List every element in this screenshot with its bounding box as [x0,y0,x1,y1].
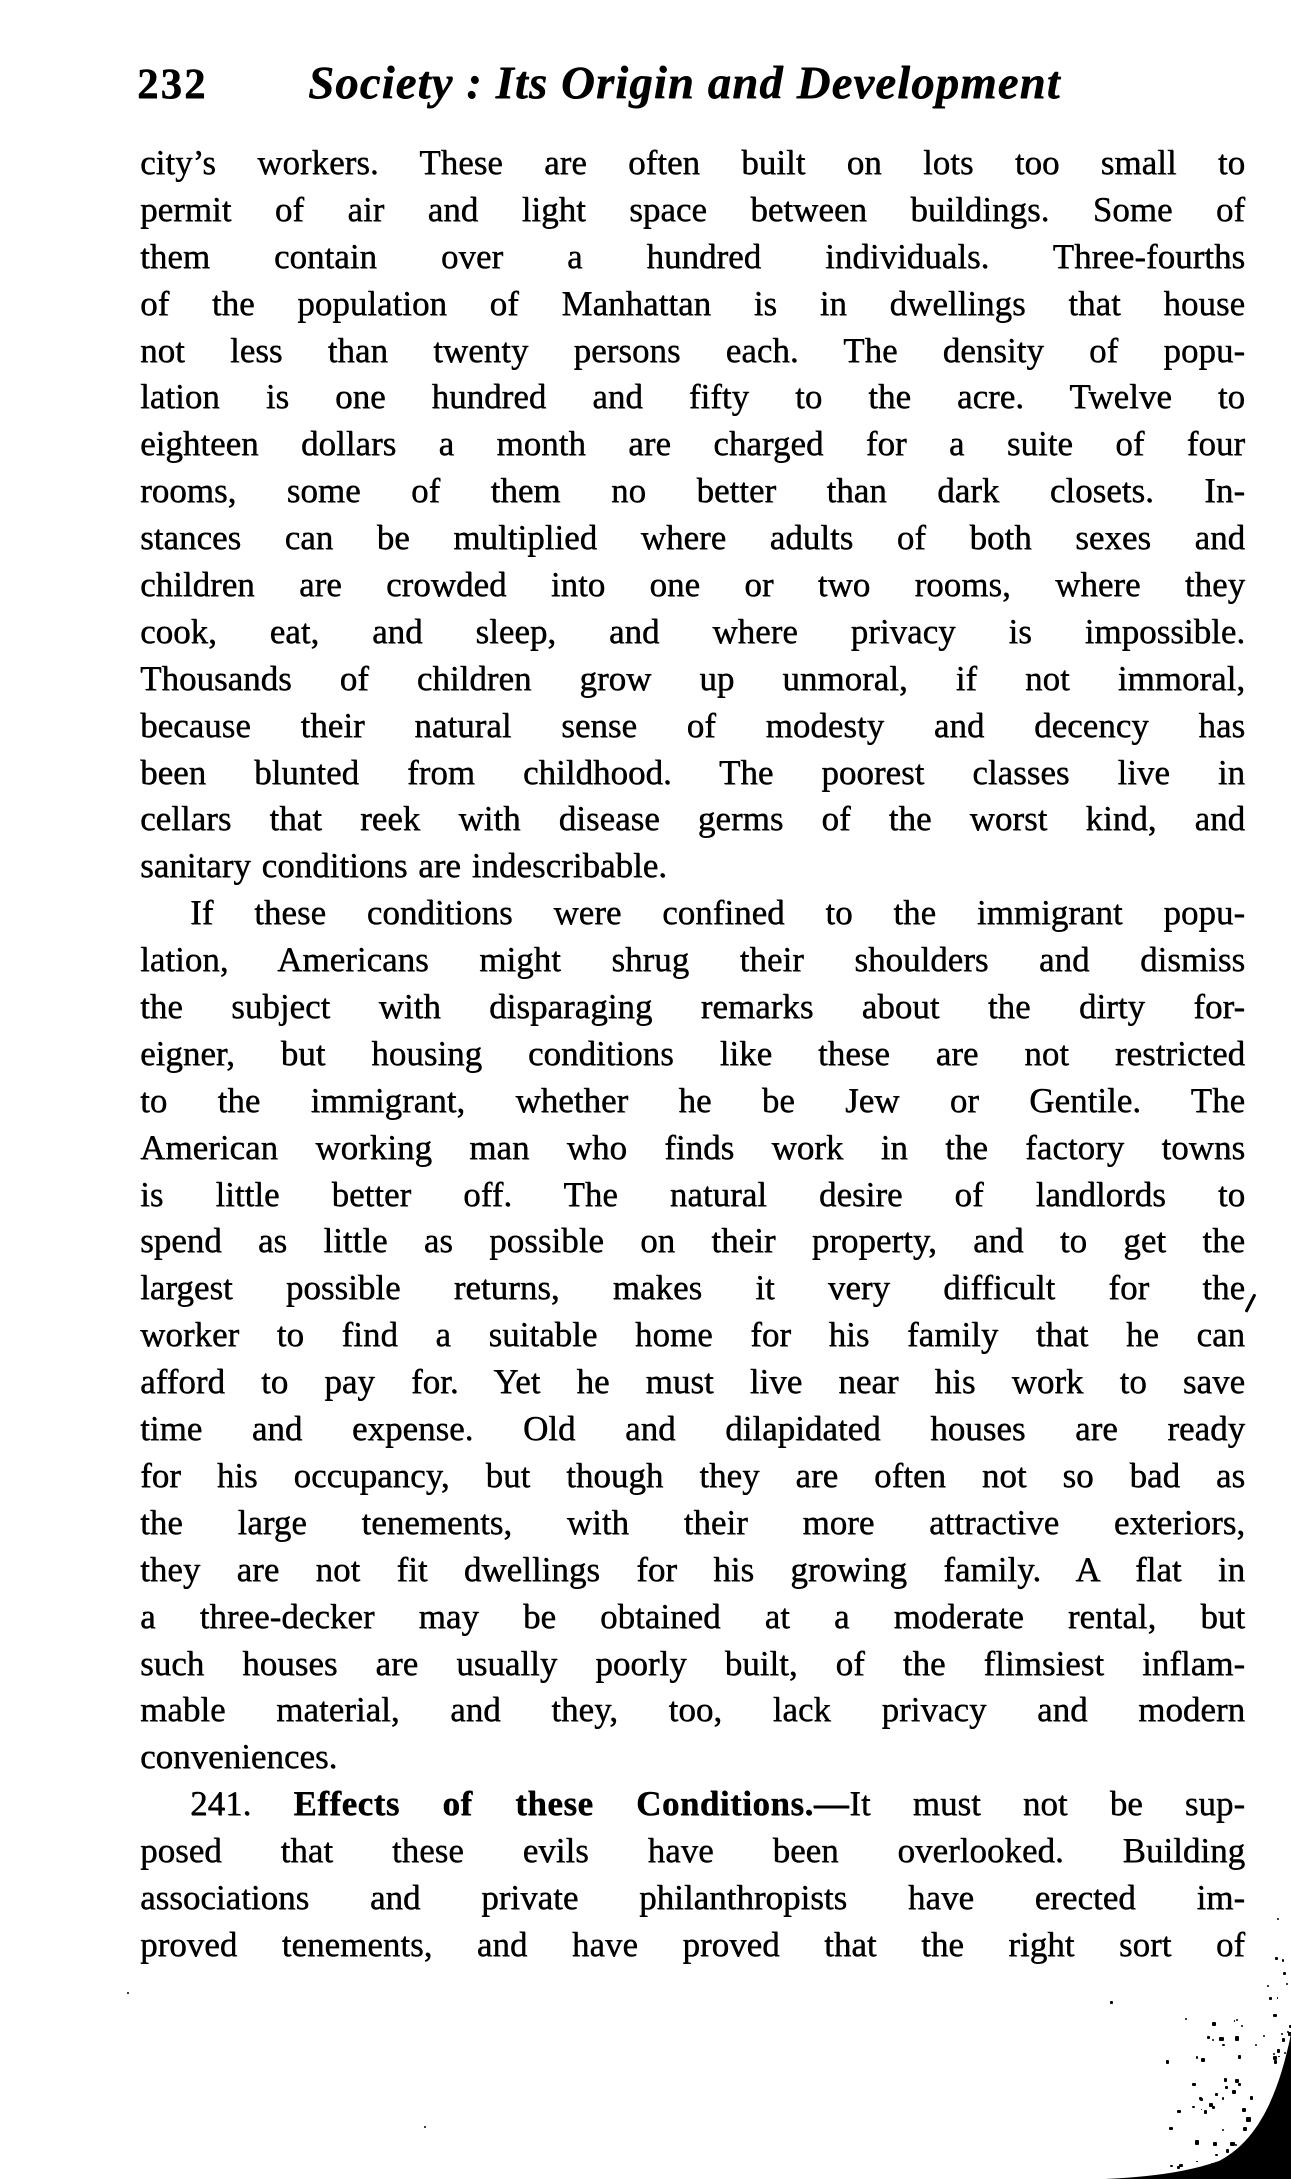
speck [1243,2127,1247,2131]
text-line: cellars that reek with disease germs of the worst kind, and [140,799,1245,839]
text-line: eigner, but housing conditions like these are not restricted [140,1033,1245,1073]
text-line: been blunted from childhood. The poorest classes live in [140,752,1245,792]
text-line: lation, Americans might shrug their shoulders and dismiss [140,940,1245,980]
speck [1282,2168,1284,2170]
speck [1196,2171,1198,2173]
speck [1282,1959,1284,1961]
text-line: cook, eat, and sleep, and where privacy is impossible. [140,611,1245,651]
speck [1284,2080,1287,2083]
stray-pen-mark [1245,1294,1256,1313]
text-line: worker to find a suitable home for his family that he can [140,1315,1245,1355]
speck [1234,2020,1236,2022]
speck [1110,2001,1113,2004]
text-line: a three-decker may be obtained at a moderate rental, but [140,1596,1245,1636]
speck [1284,2052,1286,2054]
speck [1213,2142,1217,2146]
text-line: such houses are usually poorly built, of the flimsiest inflam- [140,1643,1245,1683]
speck [1236,2019,1238,2021]
speck [1279,2117,1282,2120]
text-line: the large tenements, with their more attractive exteriors, [140,1502,1245,1542]
speck [1200,2098,1203,2101]
speck [424,2126,426,2128]
section-heading: Effects of these Conditions.— [293,1784,850,1824]
speck [1185,2018,1187,2020]
text-line: of the population of Manhattan is in dwellings that house [140,283,1245,323]
speck [1276,2124,1280,2128]
speck [1204,2110,1207,2113]
text-line: conveniences. [140,1737,338,1777]
speck [1230,2142,1234,2146]
speck [1207,2036,1210,2039]
text-line: not less than twenty persons each. The density of popu- [140,330,1245,370]
text-line: time and expense. Old and dilapidated houses are ready [140,1409,1245,1449]
text-line: the subject with disparaging remarks about the dirty for- [140,987,1245,1027]
speck [1286,1983,1288,1985]
speck [1228,2175,1232,2179]
speck [1273,2014,1276,2017]
speck [1195,2140,1199,2144]
speck [1238,2055,1242,2059]
speck [1220,2173,1223,2176]
text-line: mable material, and they, too, lack privacy and modern [140,1690,1245,1730]
speck [1284,2171,1287,2174]
speck [1275,1957,1278,1960]
speck [1267,1985,1269,1987]
text-block [140,140,1245,1969]
speck [1276,2162,1278,2164]
corner-shadow-blob [1105,2034,1291,2179]
speck [1179,2164,1182,2167]
speck [1277,1918,1279,1920]
speck [1177,2110,1180,2113]
speck [1282,2038,1286,2042]
speck [1235,2036,1239,2040]
speck [1235,2079,1239,2083]
text-line: eighteen dollars a month are charged for a suite of four [140,424,1245,464]
speck [1219,2037,1223,2041]
text-line: posed that these evils have been overlooked. Building [140,1831,1245,1871]
speck [1167,2174,1171,2178]
speck [1277,1997,1279,1999]
speck [1250,2096,1253,2099]
page-number: 232 [137,61,208,108]
speck [1232,2090,1236,2094]
text-line: rooms, some of them no better than dark closets. In- [140,471,1245,511]
speck [1224,2078,1228,2082]
text-line: city’s workers. These are often built on lots too small to [140,143,1245,182]
speck [1287,2061,1291,2065]
speck [1212,2022,1216,2026]
text-segment: 241. [190,1784,294,1824]
speck [127,1992,129,1994]
speck [1235,2144,1237,2146]
speck [1233,2166,1237,2170]
speck [1283,1972,1286,1975]
text-line: afford to pay for. Yet he must live near his work to save [140,1362,1245,1402]
speck [1273,2175,1276,2178]
speck [1273,2056,1277,2060]
text-line: largest possible returns, makes it very difficult for the [140,1268,1245,1308]
text-line: American working man who finds work in the factory towns [140,1127,1245,1167]
speck [1226,2149,1229,2152]
text-line: them contain over a hundred individuals. Three-fourths [140,236,1245,276]
speck [1269,1997,1272,2000]
speck [1281,2137,1284,2140]
text-line: they are not fit dwellings for his growing family. A flat in [140,1549,1245,1589]
text-line: sanitary conditions are indescribable. [140,846,667,886]
text-line [140,1781,1245,1828]
running-title: Society : Its Origin and Development [308,57,1061,109]
speck [1238,2083,1241,2086]
text-line: to the immigrant, whether he be Jew or Gentile. The [140,1080,1245,1120]
speck [1265,2164,1269,2168]
speck [1274,2060,1277,2063]
text-line: If these conditions were confined to the immigrant popu- [190,893,1245,933]
text-line: permit of air and light space between buildings. Some of [140,189,1245,229]
text-line: proved tenements, and have proved that the right sort of [140,1924,1245,1964]
text-line: lation is one hundred and fifty to the acre. Twelve to [140,377,1245,417]
speck [1286,2095,1289,2098]
text-line: stances can be multiplied where adults of both sexes and [140,518,1245,558]
speck [1215,2093,1218,2096]
speck [1246,2117,1250,2121]
speck [1169,2127,1173,2131]
text-segment: It must not be sup- [849,1784,1246,1824]
speck [1282,2161,1286,2165]
speck [1192,2083,1195,2086]
speck [1203,2168,1206,2171]
speck [1177,2172,1179,2174]
speck [1201,2058,1205,2062]
text-line: children are crowded into one or two rooms, where they [140,565,1245,605]
speck [1273,2102,1276,2105]
text-line: associations and private philanthropists have erected im- [140,1877,1245,1917]
speck [1255,2044,1257,2046]
speck [1242,2108,1246,2112]
speck [1288,2091,1290,2093]
text-line: spend as little as possible on their property, and to get the [140,1221,1245,1261]
text-line: because their natural sense of modesty and decency has [140,705,1245,745]
speck [1166,2060,1169,2063]
speck [1209,2103,1213,2107]
text-line: for his occupancy, but though they are often not so bad as [140,1455,1245,1495]
speck [1284,2108,1286,2110]
text-line: is little better off. The natural desire of landlords to [140,1174,1245,1214]
speck [1241,2025,1243,2027]
text-line: Thousands of children grow up unmoral, if not immoral, [140,658,1245,698]
